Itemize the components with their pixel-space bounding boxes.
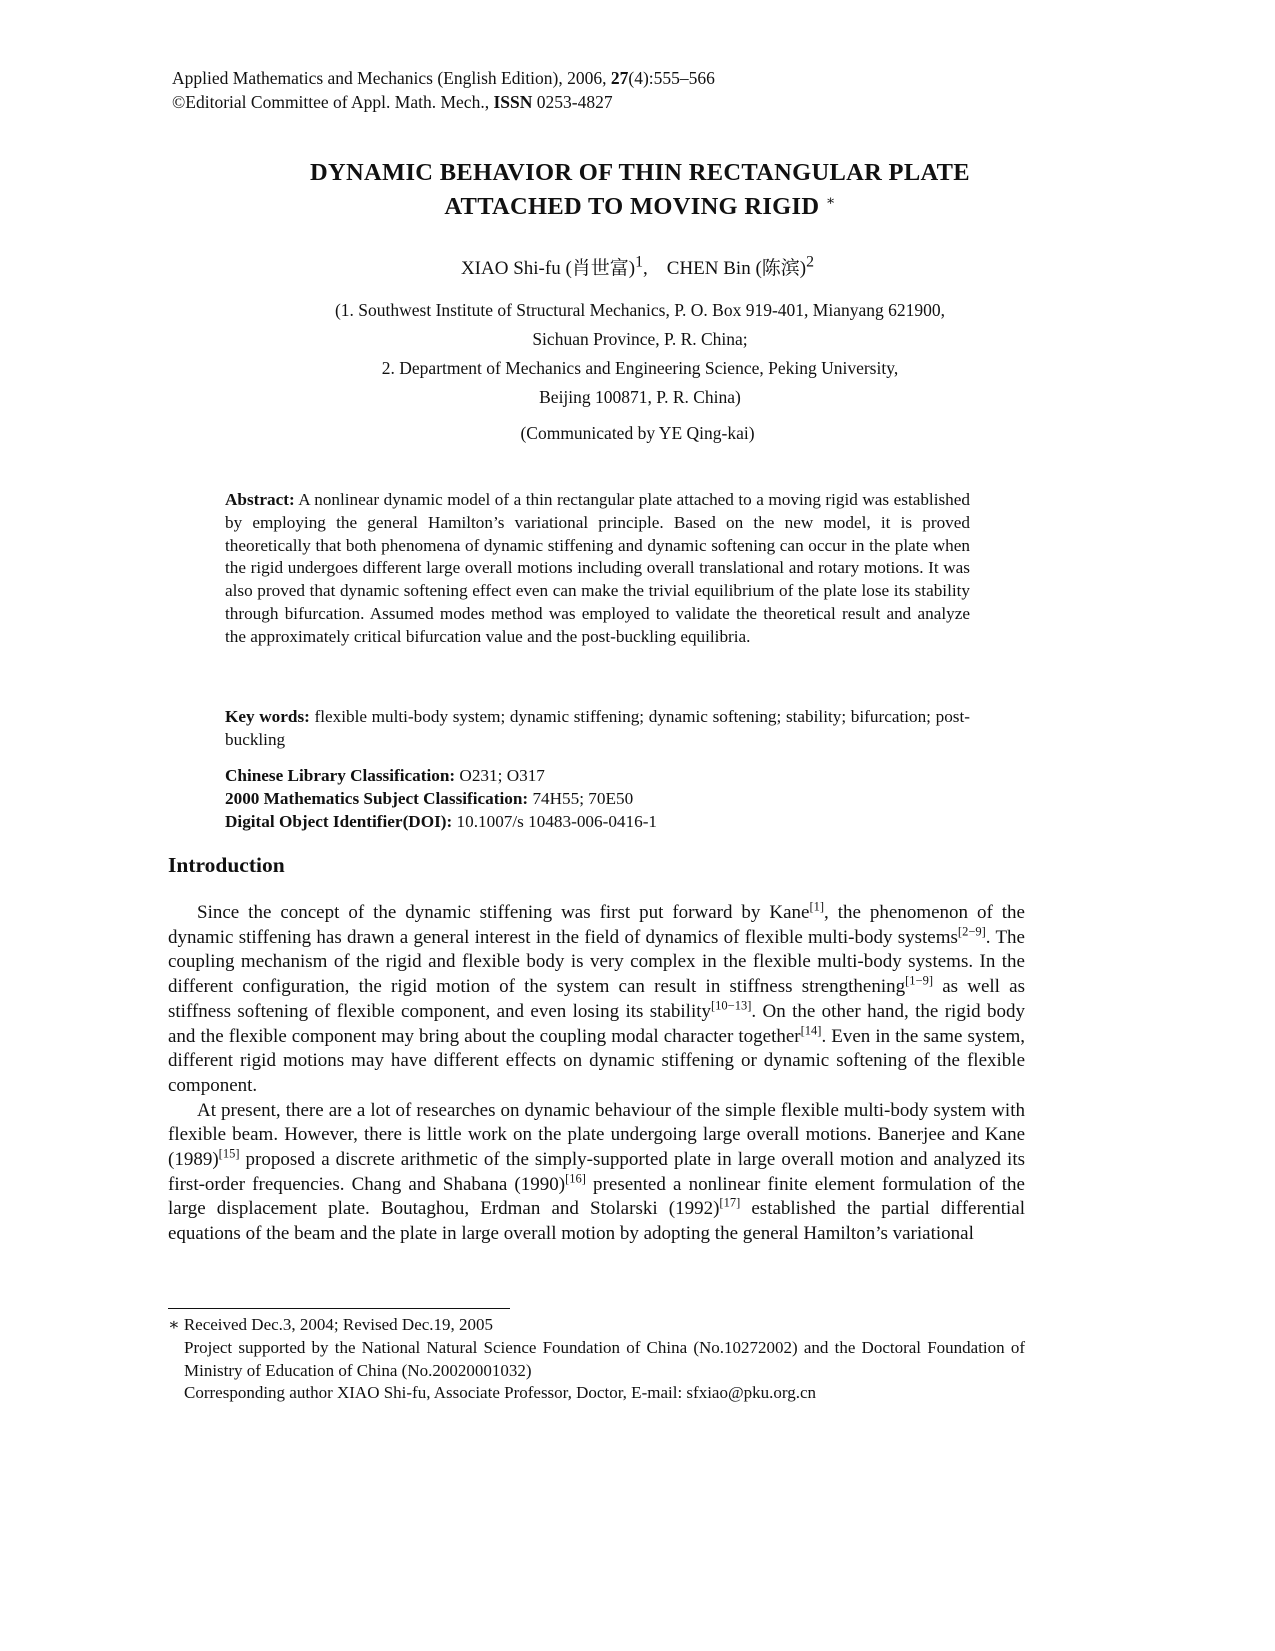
classification-block: [225, 765, 970, 833]
copyright-icon: ©: [172, 92, 186, 112]
title-line-2: ATTACHED TO MOVING RIGID ∗: [444, 193, 836, 221]
journal-volume: 27: [610, 68, 629, 88]
paragraph-2: At present, there are a lot of researches on dynamic behaviour of the simple flexible multi-body system with flexible beam. However, there is little work on the plate undergoing large overall motions. Banerjee and Kane (1989)[15] proposed a discrete arithmetic of the simply-supported plate in large overall motion and analyzed its first-order frequencies. Chang and Shabana (1990)[16] presented a nonlinear finite element formulation of the large displacement plate. Boutaghou, Erdman and Stolarski (1992)[17] established the partial differential equations of the beam and the plate in large overall motion by adopting the general Hamilton’s variational: [168, 1099, 1025, 1245]
abstract-label: Abstract:: [225, 490, 295, 509]
author-1: XIAO Shi-fu (肖世富): [460, 258, 636, 279]
title-line-1: DYNAMIC BEHAVIOR OF THIN RECTANGULAR PLATE: [310, 159, 970, 186]
footnote-mark: ∗: [168, 1315, 180, 1334]
section-heading-introduction: Introduction: [168, 853, 285, 877]
journal-header: [172, 66, 715, 114]
footnote-project: Project supported by the National Natural Science Foundation of China (No.10272002) and the Doctoral Foundation of Ministry of Education of China (No.20020001032): [184, 1337, 1025, 1380]
affiliation-line: Sichuan Province, P. R. China;: [532, 329, 748, 349]
issn-label: ISSN: [493, 92, 533, 112]
citation-ref: [14]: [800, 1023, 822, 1038]
footnote-rule: [168, 1308, 510, 1309]
paragraph-1: Since the concept of the dynamic stiffening was first put forward by Kane[1], the phenomenon of the dynamic stiffening has drawn a general interest in the field of dynamics of flexible multi-body systems[2−9]. The coupling mechanism of the rigid and flexible body is very complex in the flexible multi-body systems. In the different configuration, the rigid motion of the system can result in stiffness strengthening[1−9] as well as stiffness softening of flexible component, and even losing its stability[10−13]. On the other hand, the rigid body and the flexible component may bring about the coupling modal character together[14]. Even in the same system, different rigid motions may have different effects on dynamic stiffening or dynamic softening of the flexible component.: [168, 899, 1026, 1096]
abstract-text: A nonlinear dynamic model of a thin rectangular plate attached to a moving rigid was established by employing the general Hamilton’s variational principle. Based on the new model, it is proved theoretically that both phenomena of dynamic stiffening and dynamic softening can occur in the plate when the rigid undergoes different large overall motions including overall translational and rotary motions. It was also proved that dynamic softening effect even can make the trivial equilibrium of the plate lose its stability through bifurcation. Assumed modes method was employed to validate the theoretical result and analyze the approximately critical bifurcation value and the post-buckling equilibria.: [225, 490, 970, 646]
citation-ref: [10−13]: [711, 998, 752, 1013]
citation-ref: [1−9]: [905, 973, 934, 988]
citation-ref: [15]: [218, 1146, 240, 1161]
citation-ref: [17]: [719, 1196, 741, 1211]
affiliation-line: 2. Department of Mechanics and Engineering Science, Peking University,: [381, 358, 899, 378]
clc-line: Chinese Library Classification: O231; O317: [225, 766, 545, 785]
affiliation-line: Beijing 100871, P. R. China): [539, 387, 741, 407]
footnote-corresponding: Corresponding author XIAO Shi-fu, Associate Professor, Doctor, E-mail: sfxiao@pku.org.cn: [184, 1383, 817, 1403]
journal-citation: Applied Mathematics and Mechanics (English Edition), 2006, 27(4):555–566: [172, 68, 715, 88]
msc-line: 2000 Mathematics Subject Classification: 74H55; 70E50: [225, 788, 634, 808]
citation-ref: [16]: [565, 1171, 586, 1186]
title-footnote-mark: ∗: [825, 194, 836, 209]
footnotes: [168, 1314, 1025, 1405]
journal-copyright: ©Editorial Committee of Appl. Math. Mech., ISSN 0253-4827: [172, 92, 613, 112]
footnote-received: ∗ Received Dec.3, 2004; Revised Dec.19, 2005: [168, 1315, 494, 1334]
affiliations: [140, 296, 1140, 412]
paper-title: [140, 158, 1140, 221]
keywords-label: Key words:: [225, 707, 310, 726]
communicated-by: (Communicated by YE Qing-kai): [520, 423, 755, 443]
keywords-text: flexible multi-body system; dynamic stiffening; dynamic softening; stability; bifurcation; post-buckling: [225, 707, 970, 749]
citation-ref: [2−9]: [957, 924, 986, 939]
body-text: [168, 901, 1025, 1247]
keywords: [225, 706, 970, 752]
affiliation-line: (1. Southwest Institute of Structural Mechanics, P. O. Box 919-401, Mianyang 621900,: [334, 300, 945, 320]
author-list: XIAO Shi-fu (肖世富)$^1$, CHEN Bin (陈滨)$^2$: [460, 253, 815, 279]
issn-value: 0253-4827: [532, 92, 613, 112]
citation-ref: [1]: [809, 899, 825, 914]
author-2: CHEN Bin (陈滨): [666, 258, 807, 279]
doi-line: Digital Object Identifier(DOI): 10.1007/s 10483-006-0416-1: [225, 811, 658, 831]
abstract: [225, 489, 970, 649]
